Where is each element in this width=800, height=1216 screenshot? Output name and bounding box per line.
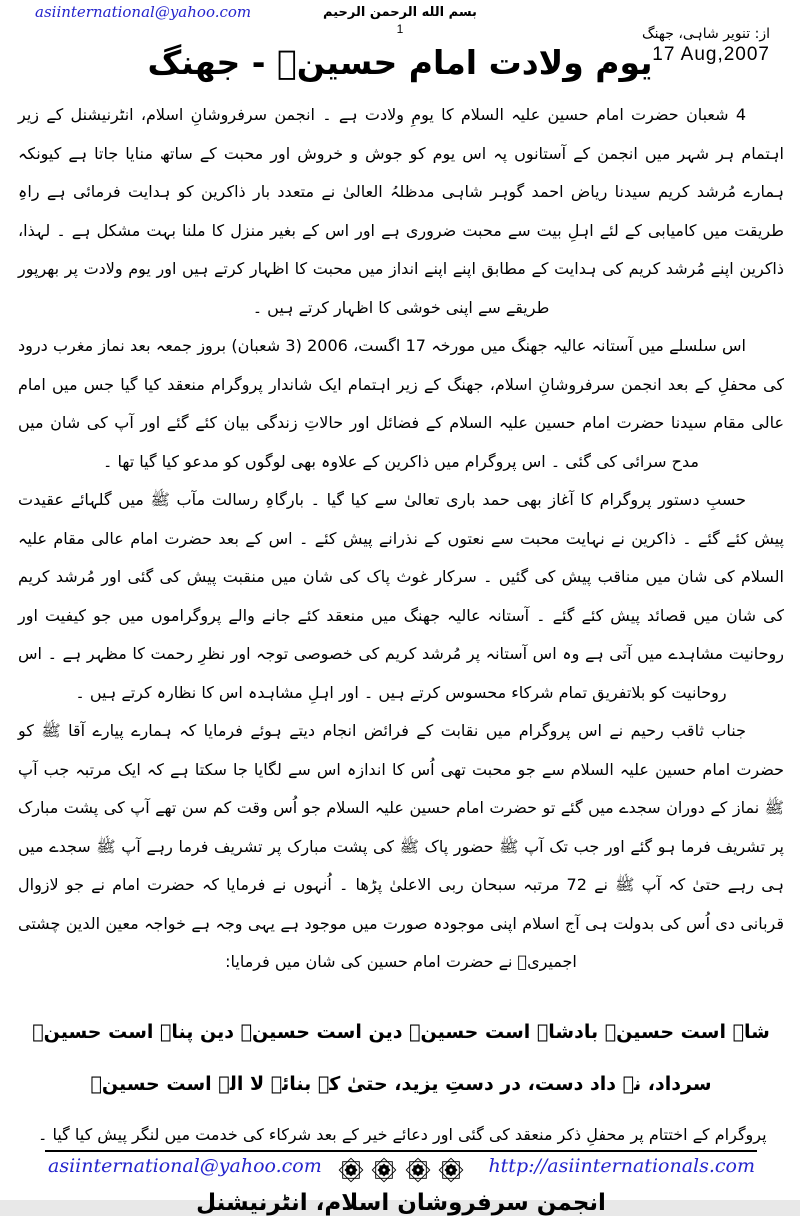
organization-name: انجمن سرفروشان اسلام، انٹرنیشنل bbox=[196, 1189, 606, 1216]
header-email-link[interactable]: asiinternational@yahoo.com bbox=[35, 3, 252, 21]
paragraph-4: جناب ثاقب رحیم نے اس پروگرام میں نقابت کے فرائض انجام دیتے ہوئے فرمایا کہ ہمارے پیارے آقا ﷺ کو حضرت امام حسین علیہ السلام سے جو محبت تھی اُس کا اندازہ اس سے لگایا جا سکتا ہے کہ ایک مرتبہ جب آپ ﷺ نماز کے دوران سجدے میں گئے تو حضرت امام حسین علیہ السلام جو اُس وقت کم سن تھے آپ کی پشت مبارک پر تشریف فرما ہو گئے اور جب تک آپ ﷺ حضور پاک ﷺ کی پشت مبارک پر تشریف فرما رہے آپ ﷺ سجدے میں ہی رہے حتیٰ کہ آپ ﷺ نے 72 مرتبہ سبحان ربی الاعلیٰ پڑھا ۔ اُنہوں نے فرمایا کہ حضرت امام نے جو لازوال قربانی دی اُس کی بدولت ہی آج اسلام اپنی موجودہ صورت میں موجود ہے یہی وجہ ہے خواجہ معین الدین چشتی اجمیریؒ نے حضرت امام حسین کی شان میں فرمایا: bbox=[18, 721, 785, 971]
page-number: 1 bbox=[396, 22, 404, 36]
paragraph-1: 4 شعبان حضرت امام حسین علیہ السلام کا یومِ ولادت ہے ۔ انجمن سرفروشانِ اسلام، انٹرنیشنل کے زیر اہتمام ہر شہر میں انجمن کے آستانوں پہ اس یوم کو جوش و خروش اور محبت کے ساتھ منایا جاتا ہے کیونکہ ہمارے مُرشد کریم سیدنا ریاض احمد گوہر شاہی مدظلہُ العالیٰ نے متعدد بار ذاکرین کو ہدایت فرمائی ہے راہِ طریقت میں کامیابی کے لئے اہلِ بیت سے محبت ضروری ہے اور اس کے بغیر منزل کا ملنا بہت مشکل ہے ۔ لہذا، ذاکرین اپنے مُرشد کریم کی ہدایت کے مطابق اپنے اپنے انداز میں محبت کا اظہار کرتے ہیں اور یوم ولادت پر بھرپور طریقے سے اپنی خوشی کا اظہار کرتے ہیں ۔ bbox=[18, 105, 785, 317]
page-title: یوم ولادت امام حسینؑ - جھنگ bbox=[147, 43, 653, 82]
bismillah-text: بسم الله الرحمن الرحيم bbox=[323, 5, 477, 20]
rub-el-hizb-ornament-icon bbox=[339, 1158, 363, 1182]
paragraph-2: اس سلسلے میں آستانہ عالیہ جھنگ میں مورخہ 17 اگست، 2006 (3 شعبان) بروز جمعہ بعد نماز مغرب درود کی محفلِ کے بعد انجمن سرفروشانِ اسلام، جھنگ کے زیر اہتمام ایک شاندار پروگرام منعقد کیا گیا جس میں امام عالی مقام سیدنا حضرت امام حسین علیہ السلام کے فضائل اور حالاتِ زندگی بیان کئے گئے اور آپ کی شان میں مدح سرائی کی گئی ۔ اس پروگرام میں ذاکرین کے علاوہ بھی لوگوں کو مدعو کیا گیا تھا ۔ bbox=[18, 336, 784, 471]
rub-el-hizb-ornament-icon bbox=[372, 1158, 396, 1182]
footer-website-link[interactable]: http://asiinternationals.com bbox=[488, 1155, 755, 1177]
couplet-block bbox=[18, 1006, 784, 1110]
footer-divider bbox=[45, 1150, 757, 1152]
document-date: 17 Aug,2007 bbox=[652, 44, 770, 65]
author-byline: از: تنویر شاہی، جھنگ bbox=[642, 26, 770, 42]
couplet-line-1: شاہ است حسینؑ بادشاہ است حسینؑ دین است حسینؑ دین پناہ است حسینؑ bbox=[32, 1020, 770, 1043]
paragraph-3: حسبِ دستور پروگرام کا آغاز بھی حمد باری تعالیٰ سے کیا گیا ۔ بارگاہِ رسالت مآب ﷺ میں گلہائے عقیدت پیش کئے گئے ۔ ذاکرین نے نہایت محبت سے نعتوں کے نذرانے پیش کئے ۔ اس کے بعد حضرت امام عالی مقام علیہ السلام کی شان میں مناقب پیش کی گئیں ۔ سرکار غوث پاک کی شان میں منقبت پیش کی گئی اور مُرشد کریم کی شان میں قصائد پیش کئے گئے ۔ آستانہ عالیہ جھنگ میں منعقد کئے جانے والے پروگراموں میں جو کیفیت اور روحانیت مشاہدے میں آتی ہے وہ اس آستانہ پر مُرشد کریم کی خصوصی توجہ اور نظرِ رحمت کا مظہر ہے ۔ اس روحانیت کو بلاتفریق تمام شرکاء محسوس کرتے ہیں ۔ اور اہلِ مشاہدہ اس کا نظارہ کرتے ہیں ۔ bbox=[18, 490, 784, 702]
closing-line: پروگرام کے اختتام پر محفلِ ذکر منعقد کی گئی اور دعائے خیر کے بعد شرکاء کی خدمت میں لنگر پیش کیا گیا ۔ bbox=[38, 1124, 767, 1144]
footer-email-link[interactable]: asiinternational@yahoo.com bbox=[48, 1155, 322, 1177]
rub-el-hizb-ornament-icon bbox=[439, 1158, 463, 1182]
rub-el-hizb-ornament-icon bbox=[406, 1158, 430, 1182]
couplet-line-2: سرداد، نہ داد دست، در دستِ یزید، حتیٰ کہ بنائے لا الہ است حسینؑ bbox=[90, 1072, 712, 1095]
